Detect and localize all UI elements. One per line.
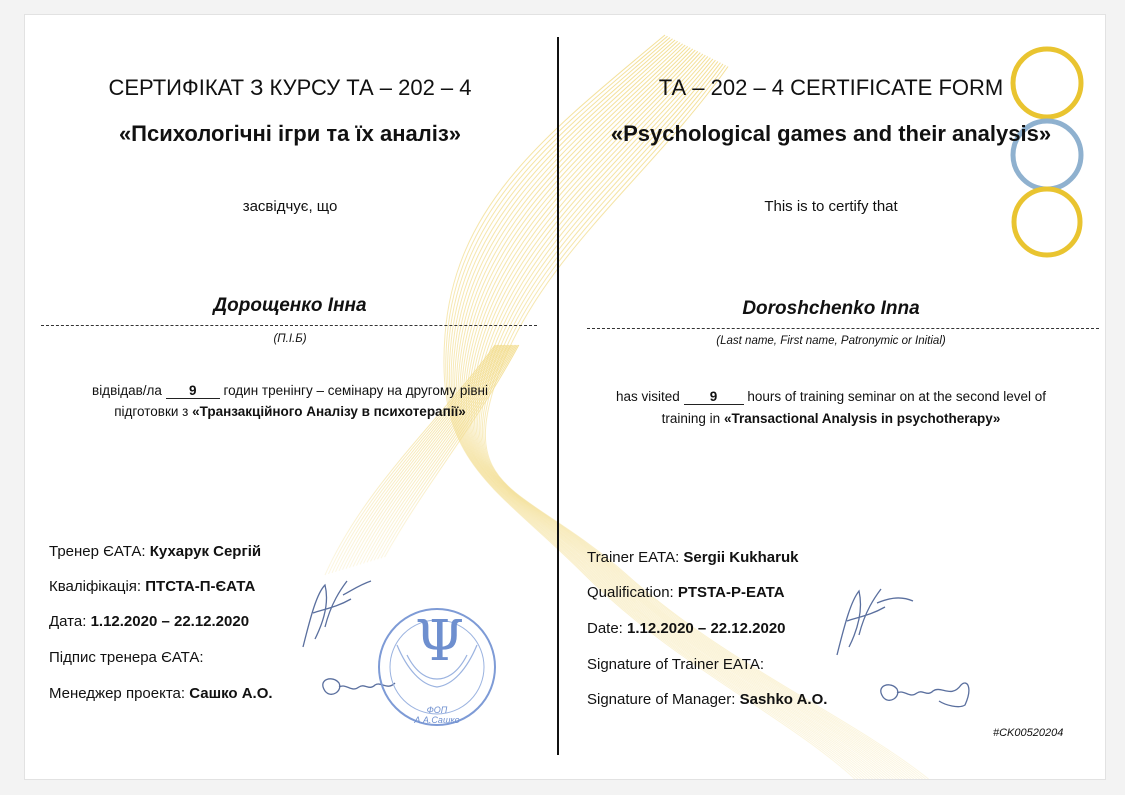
right-training-topic: «Transactional Analysis in psychotherapy»	[723, 411, 1001, 426]
right-name-line	[587, 328, 1099, 329]
ribbon-wave-line	[346, 345, 503, 569]
seal-text-line2: А.А.Сашко	[414, 715, 460, 725]
left-date-label: Дата:	[49, 613, 87, 630]
left-visited-prefix: відвідав/ла	[92, 383, 162, 398]
ribbon-wave-line	[371, 345, 514, 561]
seal-psi-symbol: Ψ	[415, 609, 465, 674]
left-signature-label: Підпис тренера ЄАТА:	[49, 649, 204, 666]
left-qualification-row	[49, 578, 255, 595]
left-name-line	[41, 325, 537, 326]
ribbon-wave-line	[336, 345, 500, 572]
right-training-line	[571, 411, 1091, 426]
ribbon-wave-line	[367, 345, 512, 562]
center-divider	[557, 37, 559, 755]
left-qualification-label: Кваліфікація:	[49, 578, 142, 595]
left-visited-line	[35, 383, 545, 399]
left-course-name: «Психологічні ігри та їх аналіз»	[118, 121, 462, 146]
right-title: ТА – 202 – 4 CERTIFICATE FORM	[658, 75, 1004, 100]
certificate-number: #CK00520204	[993, 727, 1064, 739]
ribbon-wave-line	[374, 345, 515, 560]
right-hours-value: 9	[684, 389, 744, 405]
right-manager-label: Signature of Manager:	[587, 691, 736, 708]
right-manager-row	[587, 691, 827, 708]
right-visited-line	[571, 389, 1091, 405]
right-participant-name: Doroshchenko Inna	[742, 298, 920, 319]
ribbon-wave-line	[343, 345, 503, 570]
left-manager-row	[49, 685, 273, 702]
left-participant-name: Дорощенко Інна	[213, 295, 367, 316]
left-visited-suffix: годин тренінгу – семінару на другому рівні	[223, 383, 488, 398]
left-name-caption: (П.І.Б)	[273, 333, 307, 345]
left-manager-label: Менеджер проекта:	[49, 685, 186, 702]
left-date-value: 1.12.2020 – 22.12.2020	[90, 613, 250, 630]
ribbon-wave-line	[364, 345, 511, 563]
certificate-sheet	[24, 14, 1106, 780]
left-trainer-row	[49, 543, 261, 560]
ribbon-wave-line	[339, 345, 501, 571]
ribbon-wave-line	[357, 345, 508, 566]
manager-signature-left	[323, 679, 395, 694]
left-certifies-text: засвідчує, що	[242, 198, 338, 215]
left-date-row	[49, 613, 249, 630]
right-trainer-label: Trainer EATA:	[587, 549, 680, 566]
ribbon-wave-line	[385, 345, 519, 557]
ribbon-wave-line	[381, 345, 517, 558]
left-title: СЕРТИФІКАТ З КУРСУ ТА – 202 – 4	[108, 75, 472, 100]
right-qualification-label: Qualification:	[587, 584, 674, 601]
right-signature-label: Signature of Trainer EATA:	[587, 656, 765, 673]
ribbon-wave-line	[350, 345, 505, 568]
left-training-prefix: підготовки з	[114, 404, 189, 419]
left-training-topic: «Транзакційного Аналізу в психотерапії»	[192, 404, 466, 419]
ribbon-wave-line	[329, 345, 497, 574]
ribbon-wave-line	[360, 345, 509, 565]
right-date-value: 1.12.2020 – 22.12.2020	[627, 620, 786, 637]
manager-signature-right	[881, 683, 969, 707]
right-visited-suffix: hours of training seminar on at the second level of	[747, 389, 1046, 404]
ribbon-wave-line	[353, 345, 506, 567]
trainer-signature-left	[303, 581, 371, 647]
seal-text-line1: ФОП	[426, 705, 448, 715]
left-hours-value: 9	[166, 383, 220, 399]
right-trainer-row	[587, 549, 798, 566]
right-certifies-text: This is to certify that	[764, 198, 898, 215]
right-date-label: Date:	[587, 620, 623, 637]
trainer-signature-right	[837, 589, 913, 655]
ribbon-wave-line	[325, 345, 495, 575]
right-visited-prefix: has visited	[615, 389, 680, 404]
ribbon-wave-line	[378, 345, 517, 559]
left-manager-value: Сашко А.О.	[189, 685, 273, 702]
left-trainer-value: Кухарук Сергій	[149, 543, 262, 560]
right-qualification-row	[587, 584, 785, 601]
right-name-caption: (Last name, First name, Patronymic or Initial)	[716, 335, 946, 347]
right-training-prefix: training in	[661, 411, 721, 426]
right-qualification-value: PTSTA-P-EATA	[677, 584, 785, 601]
ribbon-wave-line	[332, 345, 498, 573]
right-manager-value: Sashko A.O.	[739, 691, 828, 708]
right-date-row	[587, 620, 786, 637]
left-qualification-value: ПТСТА-П-ЄАТА	[145, 578, 256, 595]
left-trainer-label: Тренер ЄАТА:	[49, 543, 146, 560]
right-course-name: «Psychological games and their analysis»	[610, 121, 1052, 146]
right-trainer-value: Sergii Kukharuk	[683, 549, 799, 566]
left-training-line	[35, 404, 545, 419]
